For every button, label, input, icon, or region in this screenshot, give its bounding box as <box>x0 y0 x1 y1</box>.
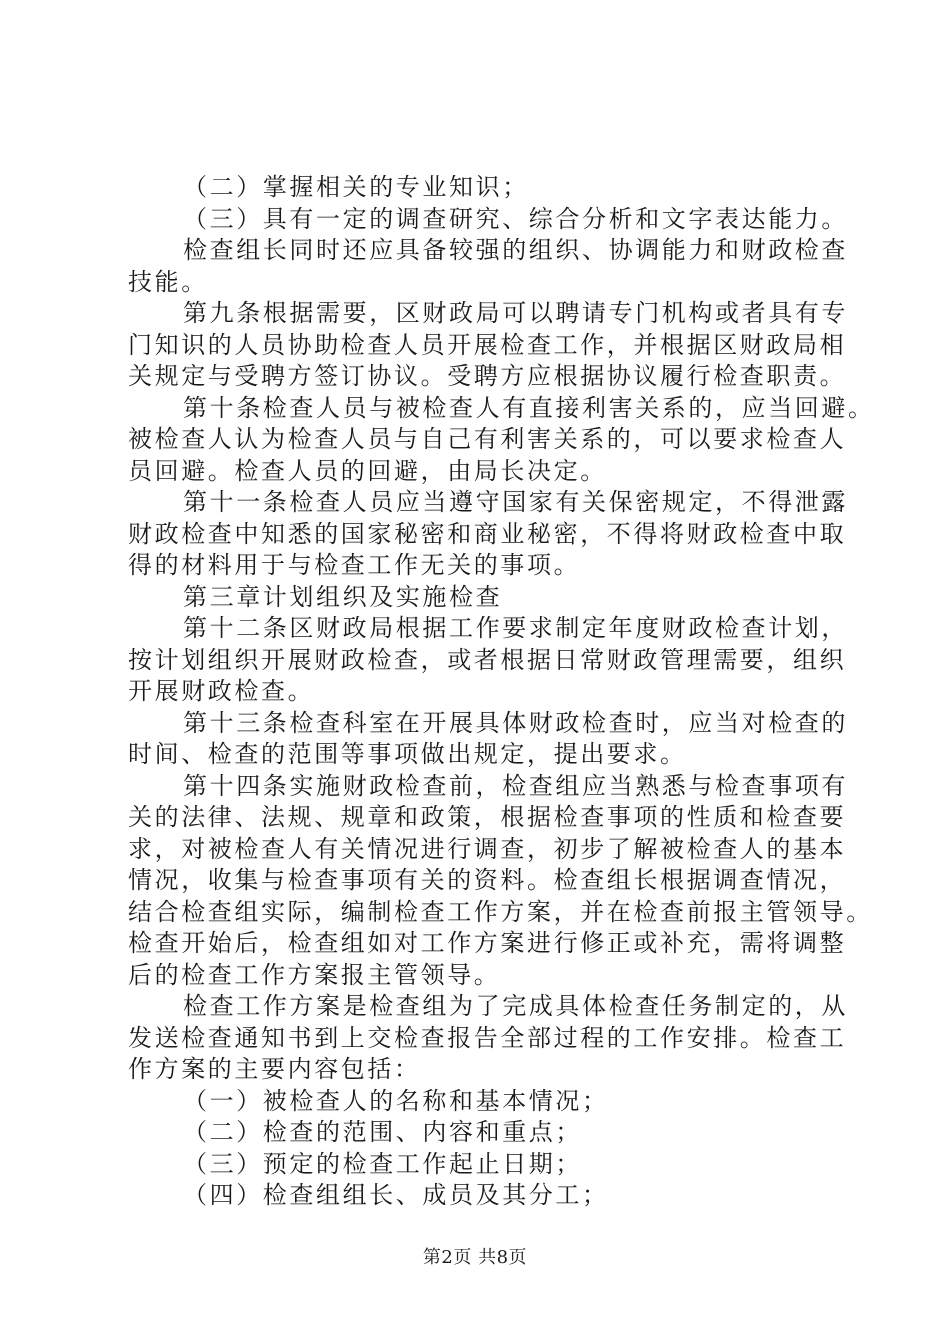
text-line: 第九条根据需要，区财政局可以聘请专门机构或者具有专 <box>183 299 848 327</box>
text-line: 技能。 <box>128 267 208 296</box>
page-number-footer: 第2页 共8页 <box>422 1247 528 1268</box>
text-line: 员回避。检查人员的回避，由局长决定。 <box>128 456 607 485</box>
text-line: 结合检查组实际，编制检查工作方案，并在检查前报主管领导。 <box>128 897 873 926</box>
text-line: 时间、检查的范围等事项做出规定，提出要求。 <box>128 740 687 768</box>
text-line: 按计划组织开展财政检查，或者根据日常财政管理需要，组织 <box>128 645 847 674</box>
text-line: 第十三条检查科室在开展具体财政检查时，应当对检查的 <box>183 708 848 737</box>
text-line: （二）掌握相关的专业知识； <box>183 173 529 201</box>
text-line: 关规定与受聘方签订协议。受聘方应根据协议履行检查职责。 <box>128 362 847 390</box>
text-line: 第三章计划组织及实施检查 <box>183 582 503 611</box>
text-line: （三）具有一定的调查研究、综合分析和文字表达能力。 <box>183 204 848 233</box>
text-line: 财政检查中知悉的国家秘密和商业秘密，不得将财政检查中取 <box>128 519 847 548</box>
text-line: （四）检查组组长、成员及其分工； <box>183 1181 609 1209</box>
text-line: 第十二条区财政局根据工作要求制定年度财政检查计划， <box>183 614 848 642</box>
text-line: 检查开始后，检查组如对工作方案进行修正或补充，需将调整 <box>128 929 847 957</box>
text-line: 检查组长同时还应具备较强的组织、协调能力和财政检查 <box>183 236 848 264</box>
text-line: （三）预定的检查工作起止日期； <box>183 1149 582 1178</box>
text-line: 求，对被检查人有关情况进行调查，初步了解被检查人的基本 <box>128 834 847 863</box>
text-line: 门知识的人员协助检查人员开展检查工作，并根据区财政局相 <box>128 330 847 359</box>
text-line: （二）检查的范围、内容和重点； <box>183 1118 582 1146</box>
text-line: 作方案的主要内容包括： <box>128 1055 421 1083</box>
text-line: 开展财政检查。 <box>128 677 315 705</box>
text-line: 第十四条实施财政检查前，检查组应当熟悉与检查事项有 <box>183 771 848 800</box>
text-line: （一）被检查人的名称和基本情况； <box>183 1086 609 1115</box>
text-line: 检查工作方案是检查组为了完成具体检查任务制定的，从 <box>183 992 848 1020</box>
text-line: 被检查人认为检查人员与自己有利害关系的，可以要求检查人 <box>128 425 847 453</box>
text-line: 关的法律、法规、规章和政策，根据检查事项的性质和检查要 <box>128 803 847 831</box>
text-line: 发送检查通知书到上交检查报告全部过程的工作安排。检查工 <box>128 1023 847 1052</box>
text-line: 得的材料用于与检查工作无关的事项。 <box>128 551 581 579</box>
document-body <box>128 172 875 1212</box>
text-line: 后的检查工作方案报主管领导。 <box>128 960 501 989</box>
text-line: 情况，收集与检查事项有关的资料。检查组长根据调查情况， <box>128 866 847 894</box>
text-line: 第十条检查人员与被检查人有直接利害关系的，应当回避。 <box>183 393 875 422</box>
text-line: 第十一条检查人员应当遵守国家有关保密规定，不得泄露 <box>183 488 848 516</box>
